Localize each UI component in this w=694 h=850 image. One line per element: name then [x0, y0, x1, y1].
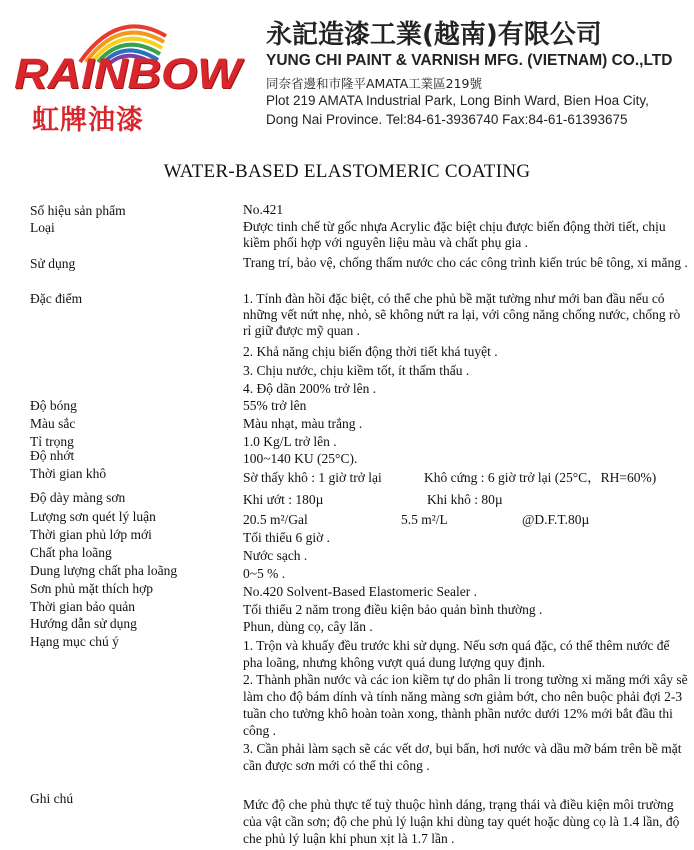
notes-label: Hạng mục chú ý	[30, 634, 119, 649]
spread-value-dft: @D.F.T.80µ	[522, 512, 590, 527]
rainbow-logo	[8, 6, 258, 136]
density-label: Tỉ trọng	[30, 434, 74, 449]
thinner-value: Nước sạch .	[243, 548, 308, 563]
thickness-dry-value: Khi khô : 80µ	[427, 492, 503, 507]
viscosity-label: Độ nhớt	[30, 448, 75, 463]
company-name-english: YUNG CHI PAINT & VARNISH MFG. (VIETNAM) CO.,LTD	[266, 52, 673, 69]
remark-value: Mức độ che phủ thực tế tuỳ thuộc hình dáng, trạng thái và điều kiện môi trường của vật cần sơn; độ che phủ lý luận khi dùng tay quét hoặc dùng cọ là 1.4 lần, độ che phủ lý luận khi phun xịt là 1.7 lần .	[243, 797, 680, 846]
features-item-2: 2. Khả năng chịu biến động thời tiết khá tuyệt .	[243, 344, 498, 359]
usage-value: Trang trí, bảo vệ, chống thấm nước cho các công trình kiến trúc bê tông, xi măng .	[243, 255, 688, 270]
density-value: 1.0 Kg/L trở lên .	[243, 434, 337, 449]
product-no-label: Số hiệu sản phẩm	[30, 203, 126, 218]
features-item-1: 1. Tính đàn hồi đặc biệt, có thể che phủ bề mặt tường như mới ban đầu nếu có những vết nứt nhẹ, nhỏ, sẽ không nứt ra lại, với công năng chống nước, chống rò rỉ giữ được mỹ quan .	[243, 291, 681, 338]
type-value: Được tinh chế từ gốc nhựa Acrylic đặc biệt chịu được biến động thời tiết, chịu kiềm phối hợp với nguyên liệu màu và chất phụ gia .	[243, 219, 666, 250]
color-value: Màu nhạt, màu trắng .	[243, 416, 363, 431]
features-item-3: 3. Chịu nước, chịu kiềm tốt, ít thấm thấu .	[243, 363, 470, 378]
spread-value-l: 5.5 m²/L	[401, 512, 448, 527]
features-item-4: 4. Độ dãn 200% trở lên .	[243, 381, 377, 396]
color-label: Màu sắc	[30, 416, 76, 431]
notes-item-1: 1. Trộn và khuấy đều trước khi sử dụng. Nếu sơn quá đặc, có thể thêm nước để pha loãng, nhưng không vượt quá dung lượng quy định.	[243, 638, 670, 670]
gloss-value: 55% trở lên	[243, 398, 307, 413]
gloss-label: Độ bóng	[30, 398, 77, 413]
application-label: Hướng dẫn sử dụng	[30, 616, 137, 631]
application-value: Phun, dùng cọ, cây lăn .	[243, 619, 373, 634]
spread-value-gal: 20.5 m²/Gal	[243, 512, 308, 527]
drying-label: Thời gian khô	[30, 466, 107, 481]
thickness-label: Độ dày màng sơn	[30, 490, 126, 505]
storage-value: Tối thiểu 2 năm trong điều kiện bảo quản bình thường .	[243, 602, 543, 617]
spread-label: Lượng sơn quét lý luận	[30, 509, 156, 524]
brand-wordmark: RAINBOW	[14, 50, 242, 98]
thinner-label: Chất pha loãng	[30, 545, 112, 560]
document-title: WATER-BASED ELASTOMERIC COATING	[163, 161, 531, 182]
company-address-line-1: Plot 219 AMATA Industrial Park, Long Binh Ward, Bien Hoa City,	[266, 93, 649, 108]
company-address-line-2: Dong Nai Province. Tel:84-61-3936740 Fax:84-61-61393675	[266, 112, 628, 127]
thinner-amount-value: 0~5 % .	[243, 566, 286, 581]
company-name-chinese: 永記造漆工業(越南)有限公司	[266, 20, 602, 50]
viscosity-value: 100~140 KU (25°C).	[243, 451, 358, 466]
primer-value: No.420 Solvent-Based Elastomeric Sealer .	[243, 584, 477, 599]
features-label: Đặc điểm	[30, 291, 83, 306]
remark-label: Ghi chú	[30, 791, 74, 806]
primer-label: Sơn phủ mặt thích hợp	[30, 581, 154, 596]
usage-label: Sử dụng	[30, 256, 76, 271]
storage-label: Thời gian bảo quản	[30, 599, 135, 614]
recoat-value: Tối thiểu 6 giờ .	[243, 530, 331, 545]
thickness-wet-value: Khi ướt : 180µ	[243, 492, 324, 507]
notes-item-2: 2. Thành phần nước và các ion kiềm tự do phân li trong tường xi măng mới xây sẽ làm cho độ bám dính và tính năng màng sơn giảm bớt, cho nên buộc phải đợi 2-3 tuần cho tường khô hoàn toàn xong, thành phần nước dưới 12% mới bắt đầu thi công .	[243, 672, 688, 738]
thinner-amount-label: Dung lượng chất pha loãng	[30, 563, 178, 578]
type-label: Loại	[30, 220, 55, 235]
brand-chinese-name: 虹牌油漆	[32, 105, 144, 136]
notes-item-3: 3. Cần phải làm sạch sẽ các vết dơ, bụi bẩn, hơi nước và dầu mỡ bám trên bề mặt cần được sơn mới có thể thi công .	[243, 741, 682, 773]
recoat-label: Thời gian phủ lớp mới	[30, 527, 152, 542]
drying-hard-value: Khô cứng : 6 giờ trở lại (25°C，RH=60%)	[424, 470, 657, 485]
company-address-chinese: 同奈省邊和市隆平AMATA工業區219號	[266, 76, 482, 91]
product-no-value: No.421	[243, 202, 284, 217]
drying-touch-value: Sờ thấy khô : 1 giờ trở lại	[243, 470, 382, 485]
